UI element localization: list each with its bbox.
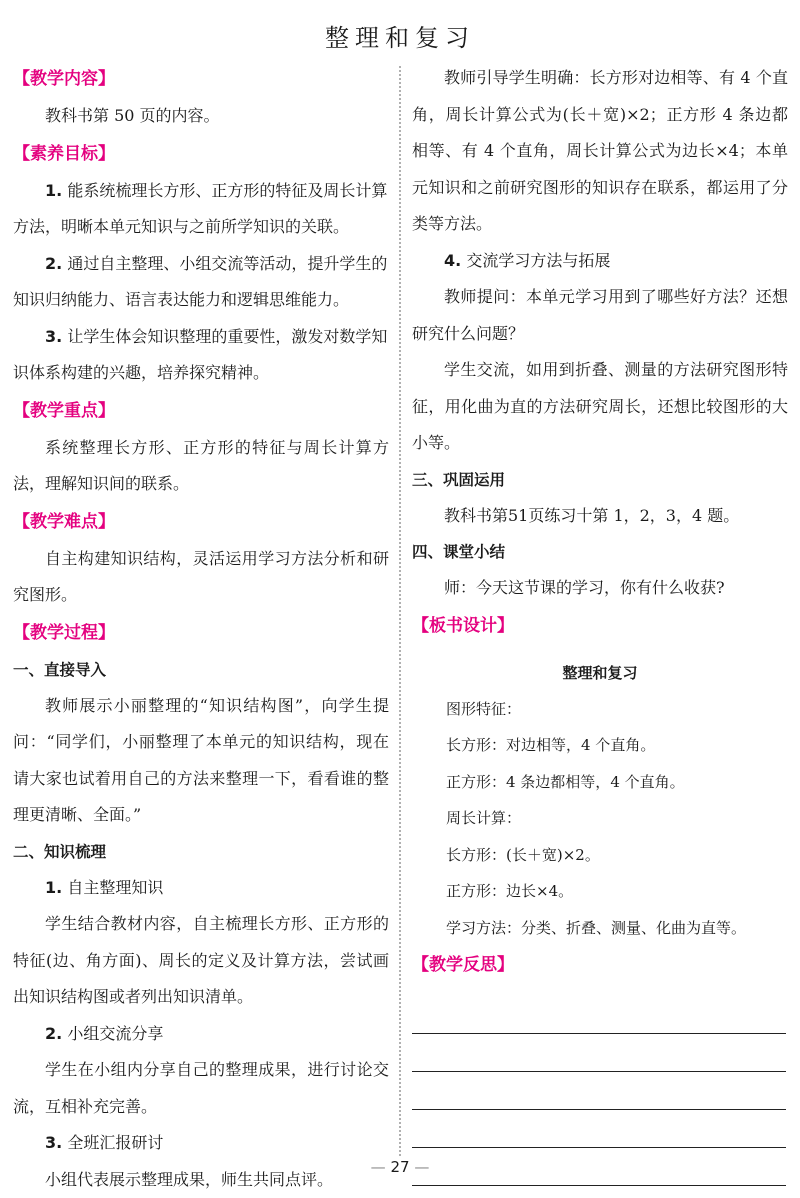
methods-answer-text: 学生交流，如用到折叠、测量的方法研究图形特征，用化曲为直的方法研究周长，还想比较图形的大小等。	[412, 352, 788, 462]
sub-title: 自主整理知识	[67, 878, 163, 897]
subheading-class-report	[13, 1125, 389, 1162]
section-tag-reflection: 【教学反思】	[412, 946, 788, 984]
self-organize-text: 学生结合教材内容，自主梳理长方形、正方形的特征(边、角方面)、周长的定义及计算方法，尝试画出知识结构图或者列出知识清单。	[13, 906, 389, 1016]
key-points-text: 系统整理长方形、正方形的特征与周长计算方法，理解知识间的联系。	[13, 430, 389, 503]
reflection-line	[412, 996, 786, 1034]
reflection-line	[412, 1110, 786, 1148]
page-number-value: 27	[390, 1158, 409, 1176]
section-tag-difficulties: 【教学难点】	[13, 503, 389, 541]
goal-number: 3.	[45, 327, 62, 346]
section-tag-process: 【教学过程】	[13, 614, 389, 652]
group-share-text: 学生在小组内分享自己的整理成果，进行讨论交流，互相补充完善。	[13, 1052, 389, 1125]
summary-text: 师：今天这节课的学习，你有什么收获?	[412, 570, 788, 607]
page-number-dash-left: —	[371, 1158, 391, 1176]
direct-intro-text: 教师展示小丽整理的“知识结构图”，向学生提问：“同学们，小丽整理了本单元的知识结构，现在请大家也试着用自己的方法来整理一下，看看谁的整理更清晰、全面。”	[13, 688, 389, 834]
difficulties-text: 自主构建知识结构，灵活运用学习方法分析和研究图形。	[13, 541, 389, 614]
goal-item	[13, 319, 389, 392]
heading-direct-intro: 一、直接导入	[13, 652, 389, 688]
class-report-text: 小组代表展示整理成果，师生共同点评。	[13, 1162, 389, 1198]
sub-number: 3.	[45, 1133, 62, 1152]
heading-knowledge-review: 二、知识梳理	[13, 834, 389, 870]
board-title: 整理和复习	[412, 655, 788, 691]
board-line: 周长计算：	[412, 800, 788, 837]
heading-consolidate: 三、巩固运用	[412, 462, 788, 498]
sub-number: 1.	[45, 878, 62, 897]
board-line: 学习方法：分类、折叠、测量、化曲为直等。	[412, 910, 788, 947]
sub-number: 2.	[45, 1024, 62, 1043]
goal-number: 2.	[45, 254, 62, 273]
section-tag-key-points: 【教学重点】	[13, 392, 389, 430]
section-tag-board-design: 【板书设计】	[412, 607, 788, 645]
right-column	[412, 60, 788, 1186]
consolidate-text: 教科书第51页练习十第 1，2，3，4 题。	[412, 498, 788, 535]
subheading-self-organize	[13, 870, 389, 907]
teaching-content-text: 教科书第 50 页的内容。	[13, 98, 389, 135]
goal-text: 能系统梳理长方形、正方形的特征及周长计算方法，明晰本单元知识与之前所学知识的关联。	[13, 181, 387, 237]
board-line: 长方形：对边相等，4 个直角。	[412, 727, 788, 764]
goal-item	[13, 246, 389, 319]
page-title: 整理和复习	[0, 18, 800, 53]
heading-summary: 四、课堂小结	[412, 534, 788, 570]
section-tag-teaching-content: 【教学内容】	[13, 60, 389, 98]
reflection-line	[412, 1072, 786, 1110]
left-column	[13, 60, 389, 1198]
sub-title: 全班汇报研讨	[67, 1133, 163, 1152]
subheading-group-share	[13, 1016, 389, 1053]
page-number	[0, 1158, 800, 1176]
goal-number: 1.	[45, 181, 62, 200]
goal-text: 通过自主整理、小组交流等活动，提升学生的知识归纳能力、语言表达能力和逻辑思维能力。	[13, 254, 387, 310]
subheading-methods	[412, 243, 788, 280]
section-tag-literacy-goals: 【素养目标】	[13, 135, 389, 173]
methods-question-text: 教师提问：本单元学习用到了哪些好方法？还想研究什么问题？	[412, 279, 788, 352]
sub-title: 交流学习方法与拓展	[466, 251, 610, 270]
board-line: 正方形：4 条边都相等，4 个直角。	[412, 764, 788, 801]
board-line: 图形特征：	[412, 691, 788, 728]
goal-text: 让学生体会知识整理的重要性，激发对数学知识体系构建的兴趣，培养探究精神。	[13, 327, 387, 383]
sub-title: 小组交流分享	[67, 1024, 163, 1043]
class-report-continued: 教师引导学生明确：长方形对边相等、有 4 个直角，周长计算公式为(长＋宽)×2；正方形 4 条边都相等、有 4 个直角，周长计算公式为边长×4；本单元知识和之前研究图形的知识存在联系，都运用了分类等方法。	[412, 60, 788, 243]
board-line: 正方形：边长×4。	[412, 873, 788, 910]
sub-number: 4.	[444, 251, 461, 270]
reflection-line	[412, 1034, 786, 1072]
column-divider	[399, 66, 401, 1156]
page-number-dash-right: —	[410, 1158, 430, 1176]
goal-item	[13, 173, 389, 246]
board-line: 长方形：(长＋宽)×2。	[412, 837, 788, 874]
